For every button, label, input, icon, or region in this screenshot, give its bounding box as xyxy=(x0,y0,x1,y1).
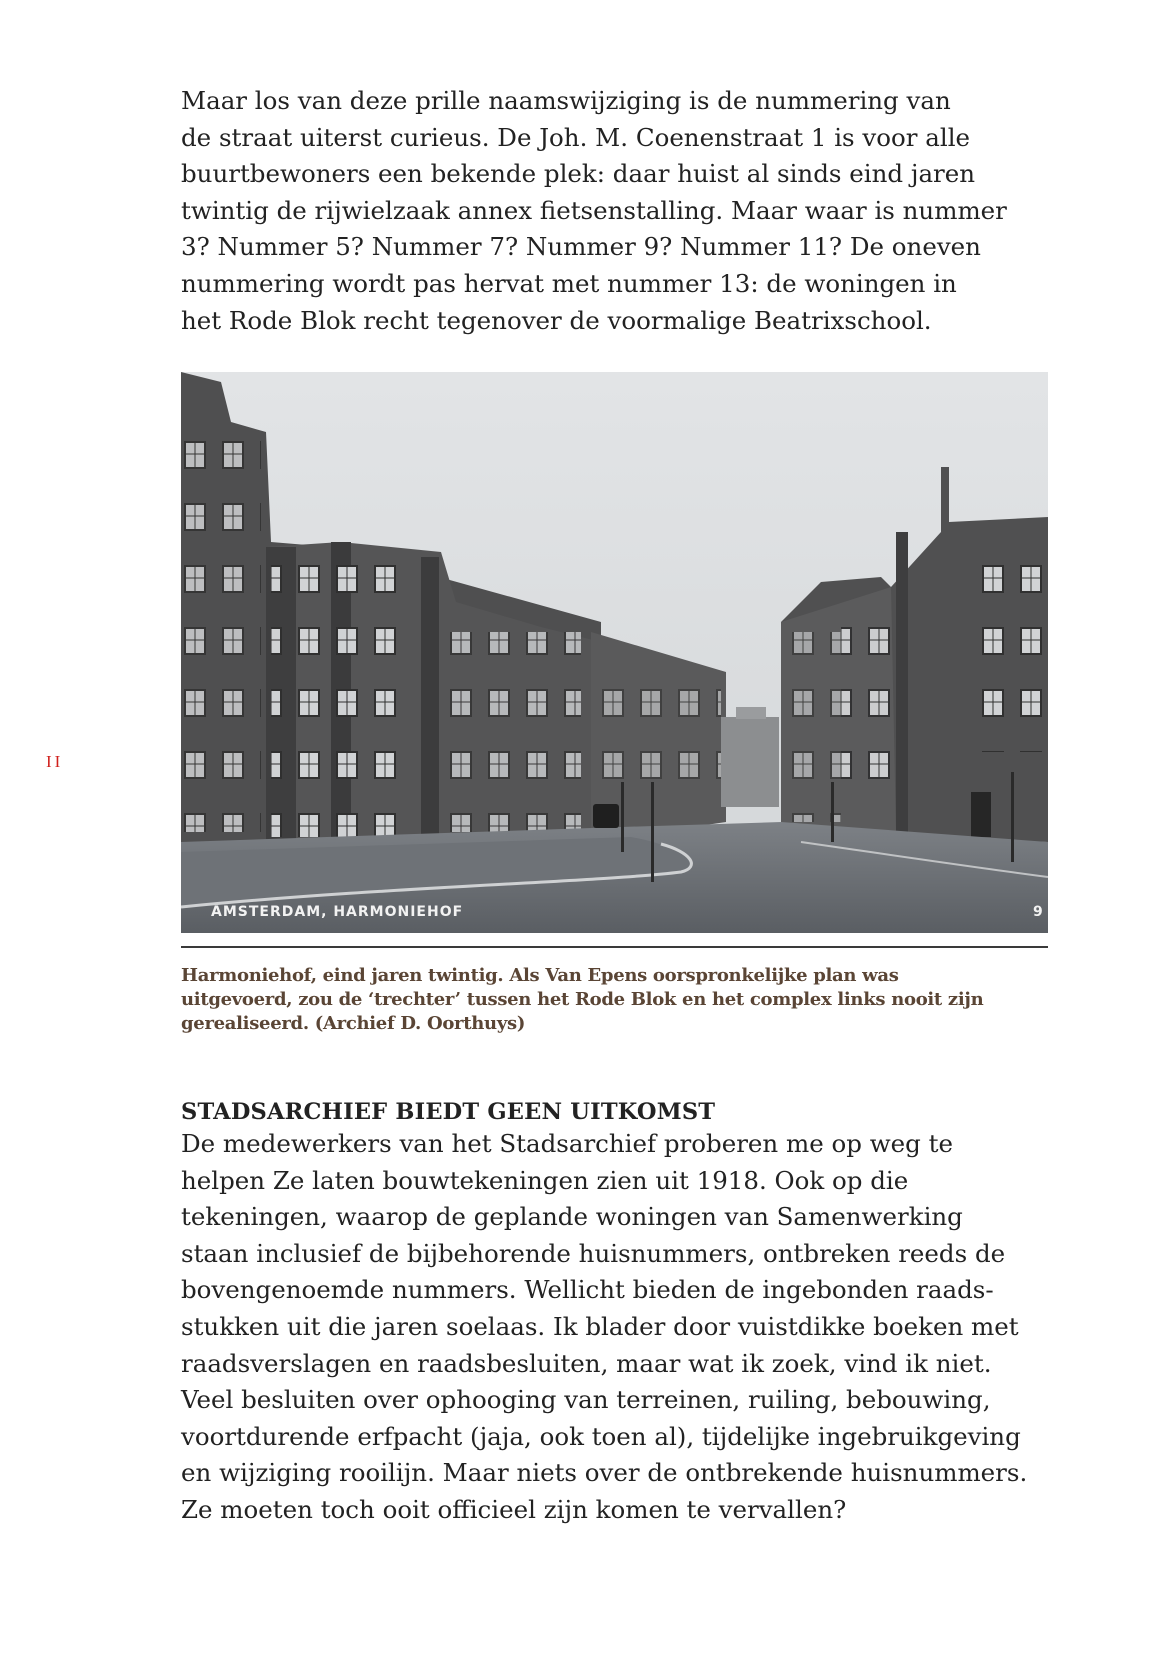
text-line: Veel besluiten over ophooging van terreinen, ruiling, bebouwing, xyxy=(181,1385,991,1415)
background-building xyxy=(721,707,779,807)
text-line: stukken uit die jaren soelaas. Ik blader door vuistdikke boeken met xyxy=(181,1311,1019,1341)
text-line: raadsverslagen en raadsbesluiten, maar wat ik zoek, vind ik niet. xyxy=(181,1348,992,1378)
text-line: De medewerkers van het Stadsarchief proberen me op weg te xyxy=(181,1129,954,1158)
text-line: bovengenoemde nummers. Wellicht bieden de ingebonden raads- xyxy=(181,1275,994,1305)
text-line: twintig de rijwielzaak annex fietsenstalling. Maar waar is nummer xyxy=(181,195,1007,225)
caption-divider xyxy=(181,946,1048,948)
text-line: nummering wordt pas hervat met nummer 13: de woningen in xyxy=(181,268,957,298)
text-line: voortdurende erfpacht (jaja, ook toen al), tijdelijke ingebruikgeving xyxy=(181,1421,1021,1451)
text-line: Ze moeten toch ooit officieel zijn komen te vervallen? xyxy=(181,1494,847,1524)
text-line: het Rode Blok recht tegenover de voormalige Beatrixschool. xyxy=(181,305,932,335)
intro-paragraph xyxy=(181,83,1051,339)
figure-caption xyxy=(181,964,1051,1036)
harmoniehof-photo xyxy=(181,372,1048,933)
text-line: en wijziging rooilijn. Maar niets over de ontbrekende huisnummers. xyxy=(181,1458,1028,1488)
text-line: Maar los van deze prille naamswijziging is de nummering van xyxy=(181,86,951,115)
car xyxy=(593,804,619,828)
page-number: II xyxy=(46,752,64,771)
caption-line: uitgevoerd, zou de ‘trechter’ tussen het Rode Blok en het complex links nooit zijn xyxy=(181,989,984,1010)
text-line: 3? Nummer 5? Nummer 7? Nummer 9? Nummer 11? De oneven xyxy=(181,232,981,262)
caption-line: gerealiseerd. (Archief D. Oorthuys) xyxy=(181,1013,526,1034)
text-line: helpen Ze laten bouwtekeningen zien uit 1918. Ook op die xyxy=(181,1165,909,1195)
section-heading: STADSARCHIEF BIEDT GEEN UITKOMST xyxy=(181,1099,716,1125)
photo-number: 9 xyxy=(1033,904,1043,920)
text-line: buurtbewoners een bekende plek: daar huist al sinds eind jaren xyxy=(181,159,976,189)
text-line: staan inclusief de bijbehorende huisnummers, ontbreken reeds de xyxy=(181,1238,1006,1268)
section-paragraph xyxy=(181,1126,1051,1529)
text-line: de straat uiterst curieus. De Joh. M. Coenenstraat 1 is voor alle xyxy=(181,122,971,152)
caption-line: Harmoniehof, eind jaren twintig. Als Van Epens oorspronkelijke plan was xyxy=(181,965,899,986)
text-line: tekeningen, waarop de geplande woningen van Samenwerking xyxy=(181,1202,963,1232)
photo-label: AMSTERDAM, HARMONIEHOF xyxy=(211,904,464,920)
photo-illustration xyxy=(181,372,1048,933)
